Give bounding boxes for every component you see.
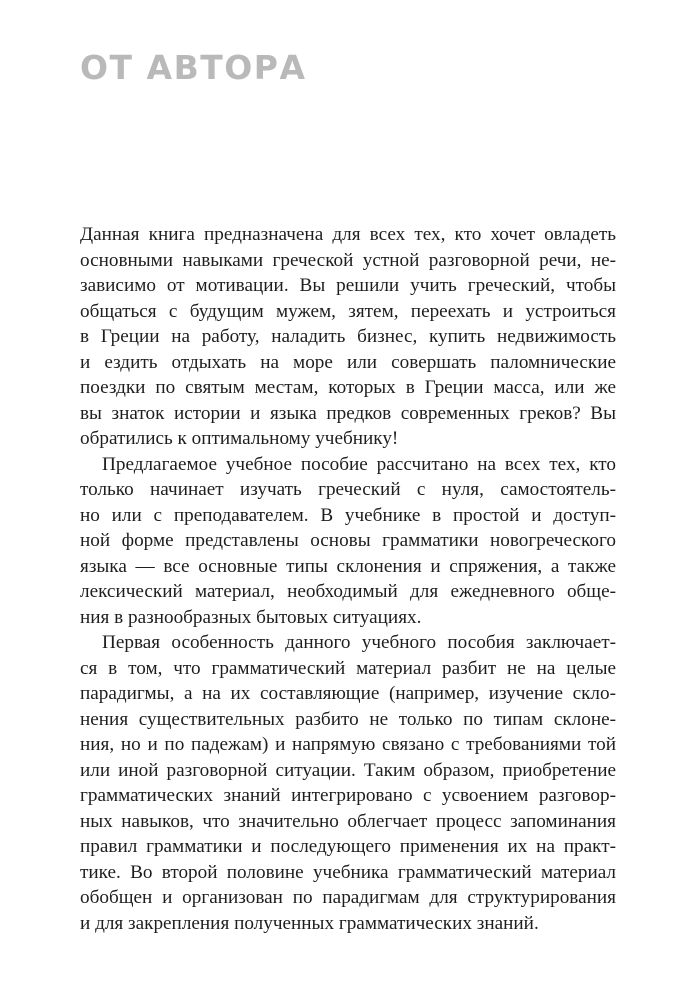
text-line: лексический материал, необходимый для ежедневного обще-: [80, 581, 616, 602]
text-line: или иной разговорной ситуации. Таким образом, приобретение: [80, 759, 616, 781]
text-line: нения существительных разбито не только по типам склоне-: [80, 708, 616, 730]
text-line: основными навыками греческой устной разговорной речи, не-: [80, 249, 616, 271]
text-line: обобщен и организован по парадигмам для структурирования: [80, 887, 616, 908]
text-line: ной форме представлены основы грамматики новогреческого: [80, 530, 616, 551]
text-line: и ездить отдыхать на море или совершать паломнические: [80, 351, 616, 373]
text-line: но или с преподавателем. В учебнике в простой и доступ-: [80, 504, 616, 526]
text-line: ния, но и по падежам) и напрямую связано с требованиями той: [80, 734, 616, 755]
text-line: языка — все основные типы склонения и спряжения, а также: [80, 555, 616, 577]
text-line: зависимо от мотивации. Вы решили учить греческий, чтобы: [80, 275, 616, 296]
text-line: и для закрепления полученных грамматических знаний.: [80, 912, 539, 934]
text-line: только начинает изучать греческий с нуля, самостоятель-: [80, 479, 616, 500]
body-text: [80, 222, 616, 936]
text-line: ных навыков, что значительно облегчает процесс запоминания: [80, 810, 616, 832]
page-title: ОТ АВТОРА: [80, 48, 307, 87]
text-line: грамматических знаний интегрировано с усвоением разговор-: [80, 785, 616, 806]
text-line: Данная книга предназначена для всех тех, кто хочет овладеть: [80, 224, 616, 245]
text-line: ся в том, что грамматический материал разбит не на целые: [80, 657, 616, 679]
text-line: парадигмы, а на их составляющие (например, изучение скло-: [80, 683, 616, 704]
text-line: в Греции на работу, наладить бизнес, купить недвижимость: [80, 326, 616, 347]
paragraph-3: [80, 630, 616, 936]
paragraph-1: [80, 222, 616, 452]
paragraph-2: [80, 452, 616, 631]
text-line: обратились к оптимальному учебнику!: [80, 428, 399, 449]
text-line: общаться с будущим мужем, зятем, переехать и устроиться: [80, 300, 616, 322]
text-line: тике. Во второй половине учебника грамматический материал: [80, 861, 616, 883]
text-line: ния в разнообразных бытовых ситуациях.: [80, 606, 422, 628]
text-line: вы знаток истории и языка предков современных греков? Вы: [80, 402, 616, 424]
text-line: поездки по святым местам, которых в Греции масса, или же: [80, 377, 616, 398]
text-line: Предлагаемое учебное пособие рассчитано на всех тех, кто: [102, 453, 616, 475]
text-line: правил грамматики и последующего применения их на практ-: [80, 836, 616, 857]
text-line: Первая особенность данного учебного пособия заключает-: [102, 632, 616, 653]
